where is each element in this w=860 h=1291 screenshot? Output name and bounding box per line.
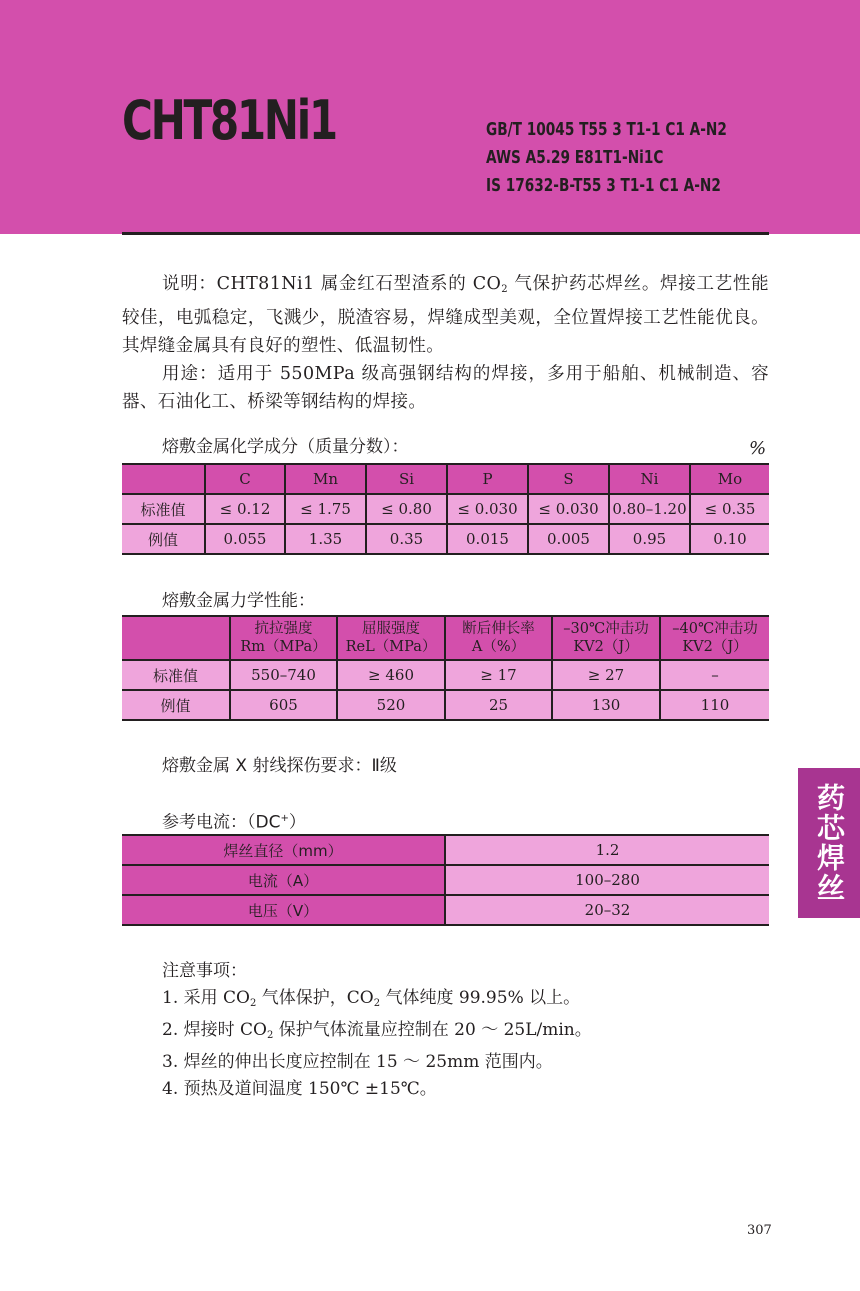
table-row: 电流（A） 100–280 [122, 865, 769, 895]
standards-list [486, 116, 727, 200]
table-row: 电压（V） 20–32 [122, 895, 769, 925]
table-header-row: C Mn Si P S Ni Mo [122, 464, 769, 494]
standard-gb: GB/T 10045 T55 3 T1-1 C1 A-N2 [486, 119, 727, 140]
usage-label: 用途： [162, 364, 218, 384]
note-item: 4. 预热及道间温度 150℃ ±15℃。 [162, 1079, 437, 1099]
table-row: 标准值 550–740 ≥ 460 ≥ 17 ≥ 27 – [122, 660, 769, 690]
note-item: 2. 焊接时 $CO_2$ 保护气体流量应控制在 20 ～ 25L/min。 [162, 1020, 592, 1041]
section-side-tab [798, 768, 860, 918]
note-item: 1. 采用 $CO_2$ 气体保护，$CO_2$ 气体纯度 99.95% 以上。 [162, 988, 581, 1009]
table-row: 例值 605 520 25 130 110 [122, 690, 769, 720]
usage-paragraph: 用途：适用于 550MPa 级高强钢结构的焊接，多用于船舶、机械制造、容器、石油化工、桥梁等钢结构的焊接。 [122, 364, 769, 412]
note-item: 3. 焊丝的伸出长度应控制在 15 ～ 25mm 范围内。 [162, 1052, 553, 1072]
chemical-table [122, 463, 769, 555]
current-table [122, 834, 769, 926]
xray-requirement: 熔敷金属 X 射线探伤要求：Ⅱ级 [162, 756, 397, 776]
notes-title: 注意事项： [162, 961, 247, 981]
table-row: 焊丝直径（mm） 1.2 [122, 835, 769, 865]
description-paragraph: 说明：CHT81Ni1 属金红石型渣系的 $CO_2$ 气保护药芯焊丝。焊接工艺性能较佳，电弧稳定，飞溅少，脱渣容易，焊缝成型美观，全位置焊接工艺性能优良。其焊缝金属具有良好的塑性、低温韧性。 [122, 274, 770, 356]
header-rule [122, 232, 769, 235]
mechanical-title: 熔敷金属力学性能： [162, 591, 315, 611]
page-number: 307 [747, 1223, 772, 1238]
standard-is: IS 17632-B-T55 3 T1-1 C1 A-N2 [486, 175, 721, 196]
standard-aws: AWS A5.29 E81T1-Ni1C [486, 147, 664, 168]
chemical-unit: % [749, 438, 767, 459]
mechanical-table [122, 615, 769, 721]
table-header-row: 抗拉强度 Rm（MPa） 屈服强度 ReL（MPa） 断后伸长率 A（%） –30℃冲击功 KV2（J） –40℃冲击功 KV2（J） [122, 616, 769, 660]
side-tab-label: 药芯焊丝 [813, 783, 846, 903]
description-block [122, 270, 769, 416]
notes-block [162, 958, 592, 1103]
chemical-title: 熔敷金属化学成分（质量分数）： [162, 437, 409, 457]
product-title: CHT81Ni1 [122, 89, 336, 152]
table-row: 标准值 ≤ 0.12 ≤ 1.75 ≤ 0.80 ≤ 0.030 ≤ 0.030 0.80–1.20 ≤ 0.35 [122, 494, 769, 524]
description-label: 说明： [162, 274, 217, 294]
current-title: 参考电流：（DC+） [162, 812, 306, 833]
table-row: 例值 0.055 1.35 0.35 0.015 0.005 0.95 0.10 [122, 524, 769, 554]
